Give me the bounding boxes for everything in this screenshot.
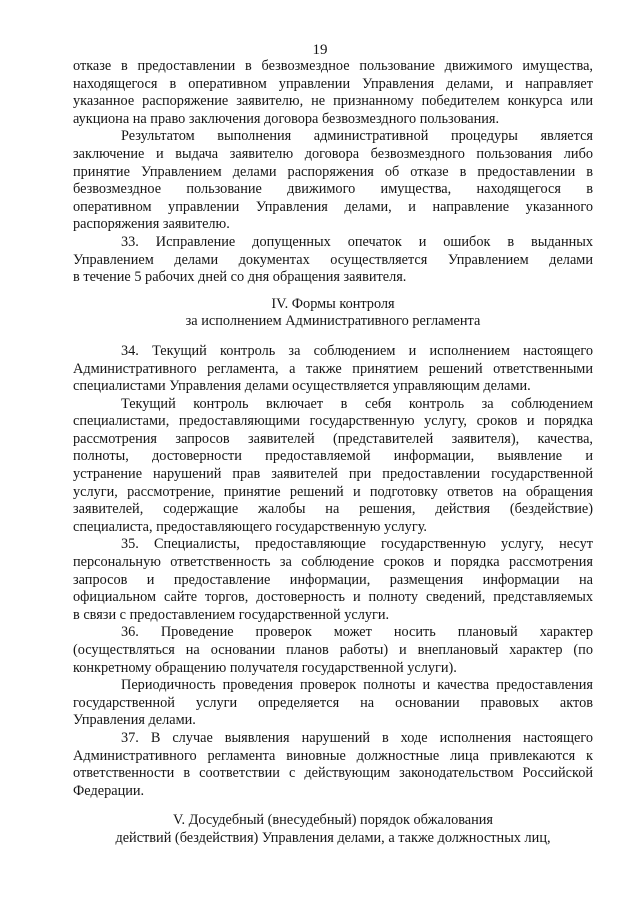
text-line: отказе в предоставлении в безвозмездное пользование движимого имущества, <box>73 58 593 74</box>
paragraph-31-continuation <box>73 58 593 128</box>
text-line: распоряжения заявителю. <box>73 216 230 233</box>
spacer <box>73 287 593 296</box>
text-line: Федерации. <box>73 782 145 799</box>
text-line: государственной услуги определяется на основании правовых актов <box>73 694 593 711</box>
heading-line: IV. Формы контроля <box>271 295 395 312</box>
text-line: 37. В случае выявления нарушений в ходе исполнения настоящего <box>121 729 593 746</box>
text-line: Текущий контроль включает в себя контроль за соблюдением <box>121 395 593 412</box>
text-line: аукциона на право заключения договора безвозмездного пользования. <box>73 110 500 127</box>
section-5-heading <box>73 812 593 847</box>
heading-line: действий (бездействия) Управления делами, а также должностных лиц, <box>115 829 551 846</box>
text-line: 33. Исправление допущенных опечаток и ошибок в выданных <box>121 233 593 250</box>
text-line: официальном сайте торгов, достоверность и полноту сведений, представляемых <box>73 589 593 606</box>
text-line: в течение 5 рабочих дней со дня обращения заявителя. <box>73 269 407 286</box>
text-line: заключение и выдача заявителю договора безвозмездного пользования либо <box>73 145 593 162</box>
document-body <box>73 58 593 848</box>
text-line: услуги, рассмотрение, принятие решений и подготовку ответов на обращения <box>73 483 593 500</box>
text-line: специалиста, предоставляющего государственную услугу. <box>73 518 427 535</box>
paragraph-35 <box>73 536 593 624</box>
text-line: в связи с предоставлением государственной услуги. <box>73 606 390 623</box>
text-line: полноты, достоверности предоставляемой информации, выявление и <box>73 448 593 465</box>
paragraph-periodicity <box>73 677 593 730</box>
text-line: (осуществляться на основании планов работы) и внеплановый характер (по <box>73 642 593 658</box>
text-line: Административного регламента, а также принятием решений ответственными <box>73 360 593 377</box>
text-line: безвозмездное пользование движимого имущества, находящегося в <box>73 181 593 198</box>
text-line: указанное распоряжение заявителю, не признанному победителем конкурса или <box>73 93 593 110</box>
text-line: конкретному обращению получателя государственной услуги). <box>73 659 457 676</box>
text-line: 35. Специалисты, предоставляющие государственную услугу, несут <box>121 536 593 553</box>
text-line: заявителей, содержащие жалобы на решения, действия (бездействие) <box>73 501 593 518</box>
paragraph-33 <box>73 234 593 287</box>
text-line: специалистами, предоставляющими государственную услугу, сроков и порядка <box>73 413 593 430</box>
paragraph-37 <box>73 730 593 800</box>
paragraph-34 <box>73 343 593 396</box>
text-line: специалистами Управления делами осуществляется управляющим делами. <box>73 378 531 395</box>
text-line: оперативном управлении Управления делами, и направление указанного <box>73 198 593 215</box>
spacer <box>73 331 593 343</box>
text-line: 34. Текущий контроль за соблюдением и исполнением настоящего <box>121 342 593 359</box>
text-line: ответственности в соответствии с действующим законодательством Российской <box>73 765 593 782</box>
paragraph-current-control <box>73 396 593 537</box>
text-line: персональную ответственность за соблюдение сроков и порядка рассмотрения <box>73 554 593 571</box>
section-4-heading <box>73 296 593 331</box>
spacer <box>73 800 593 812</box>
text-line: Периодичность проведения проверок полноты и качества предоставления <box>121 677 593 694</box>
text-line: рассмотрения запросов заявителей (представителей заявителя), качества, <box>73 430 593 447</box>
text-line: Административного регламента виновные должностные лица привлекаются к <box>73 747 593 764</box>
page-number: 19 <box>312 42 328 58</box>
text-line: Управления делами. <box>73 712 196 729</box>
text-line: запросов и предоставление информации, размещения информации на <box>73 571 593 588</box>
text-line: принятие Управлением делами распоряжения об отказе в предоставлении в <box>73 163 593 180</box>
paragraph-result <box>73 128 593 234</box>
text-line: Управлением делами документах осуществляется Управлением делами <box>73 251 593 268</box>
text-line: 36. Проведение проверок может носить плановый характер <box>121 624 593 641</box>
heading-line: V. Досудебный (внесудебный) порядок обжалования <box>172 812 494 829</box>
text-line: находящегося в оперативном управлении Управления делами, и направляет <box>73 75 593 92</box>
paragraph-36 <box>73 624 593 677</box>
heading-line: за исполнением Административного регламента <box>185 313 481 330</box>
text-line: Результатом выполнения административной процедуры является <box>121 128 593 145</box>
text-line: устранение нарушений прав заявителей при предоставлении государственной <box>73 466 593 483</box>
